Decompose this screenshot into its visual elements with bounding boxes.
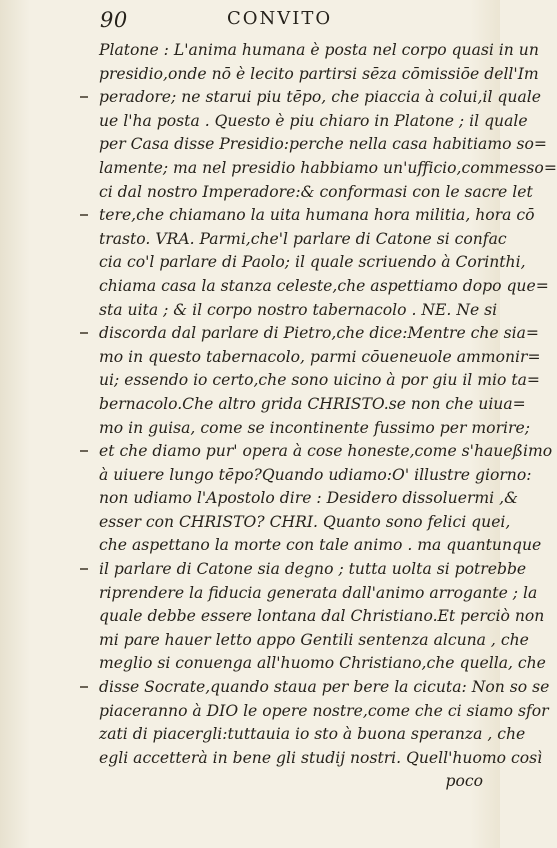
- text-line: tere,che chiamano la uita humana hora militia, hora cō: [99, 206, 535, 225]
- text-line: zati di piacergli:tuttauia io sto à buona speranza , che: [99, 725, 526, 744]
- text-line: disse Socrate,quando staua per bere la cicuta: Non so se: [99, 678, 550, 697]
- text-line: che aspettano la morte con tale animo . ma quantunque: [99, 536, 542, 555]
- margin-mark: [80, 450, 88, 452]
- text-line: lamente; ma nel presidio habbiamo un'ufficio,commesso=: [99, 158, 557, 177]
- text-line: mi pare hauer letto appo Gentili sentenza alcuna , che: [99, 630, 529, 649]
- text-line: piaceranno à DIO le opere nostre,come che ci siamo sfor: [99, 701, 549, 720]
- text-line: à uiuere lungo tēpo?Quando udiamo:O' illustre giorno:: [99, 465, 532, 484]
- text-line: mo in questo tabernacolo, parmi cōueneuole ammonir=: [99, 347, 541, 366]
- text-line: non udiamo l'Apostolo dire : Desidero dissoluermi ,&: [99, 489, 518, 508]
- margin-mark: [80, 332, 88, 334]
- text-line: bernacolo.Che altro grida CHRISTO.se non che uiua=: [99, 394, 526, 413]
- text-line: meglio si conuenga all'huomo Christiano,che quella, che: [99, 654, 546, 673]
- body-text: [99, 39, 557, 794]
- text-line: cia co'l parlare di Paolo; il quale scriuendo à Corinthi,: [99, 253, 526, 272]
- text-line: chiama casa la stanza celeste,che aspettiamo dopo que=: [99, 276, 549, 295]
- text-line: quale debbe essere lontana dal Christiano.Et perciò non: [99, 607, 545, 626]
- text-line: trasto. VRA. Parmi,che'l parlare di Catone si confac: [99, 229, 507, 248]
- margin-marks: [78, 88, 92, 708]
- text-line: presidio,onde nō è lecito partirsi sēza cōmissiōe dell'Im: [99, 64, 539, 83]
- catchword: poco: [445, 772, 483, 791]
- text-line: Platone : L'anima humana è posta nel corpo quasi in un: [99, 41, 539, 59]
- text-line: discorda dal parlare di Pietro,che dice:Mentre che sia=: [99, 324, 539, 343]
- text-line: esser con CHRISTO? CHRI. Quanto sono felici quei,: [99, 512, 511, 531]
- text-line: ui; essendo io certo,che sono uicino à por giu il mio ta=: [99, 371, 540, 390]
- text-line: per Casa disse Presidio:perche nella casa habitiamo so=: [99, 135, 547, 154]
- text-line: et che diamo pur' opera à cose honeste,come s'haueßimo: [99, 442, 553, 461]
- page-number: 90: [100, 8, 128, 32]
- text-line: riprendere la fiducia generata dall'animo arrogante ; la: [99, 583, 538, 602]
- text-line: peradore; ne starui piu tēpo, che piaccia à colui,il quale: [99, 88, 541, 107]
- margin-mark: [80, 96, 88, 98]
- text-line: ue l'ha posta . Questo è piu chiaro in Platone ; il quale: [99, 111, 528, 130]
- margin-mark: [80, 686, 88, 688]
- text-line: mo in guisa, come se incontinente fussimo per morire;: [99, 418, 530, 437]
- text-line: il parlare di Catone sia degno ; tutta uolta si potrebbe: [99, 560, 527, 579]
- text-line: egli accetterà in bene gli studij nostri. Quell'huomo così: [99, 748, 543, 767]
- text-line: sta uita ; & il corpo nostro tabernacolo . NE. Ne si: [99, 300, 498, 319]
- text-line: ci dal nostro Imperadore:& conformasi con le sacre let: [99, 182, 533, 201]
- running-head: CONVITO: [227, 8, 333, 29]
- margin-mark: [80, 568, 88, 570]
- margin-mark: [80, 214, 88, 216]
